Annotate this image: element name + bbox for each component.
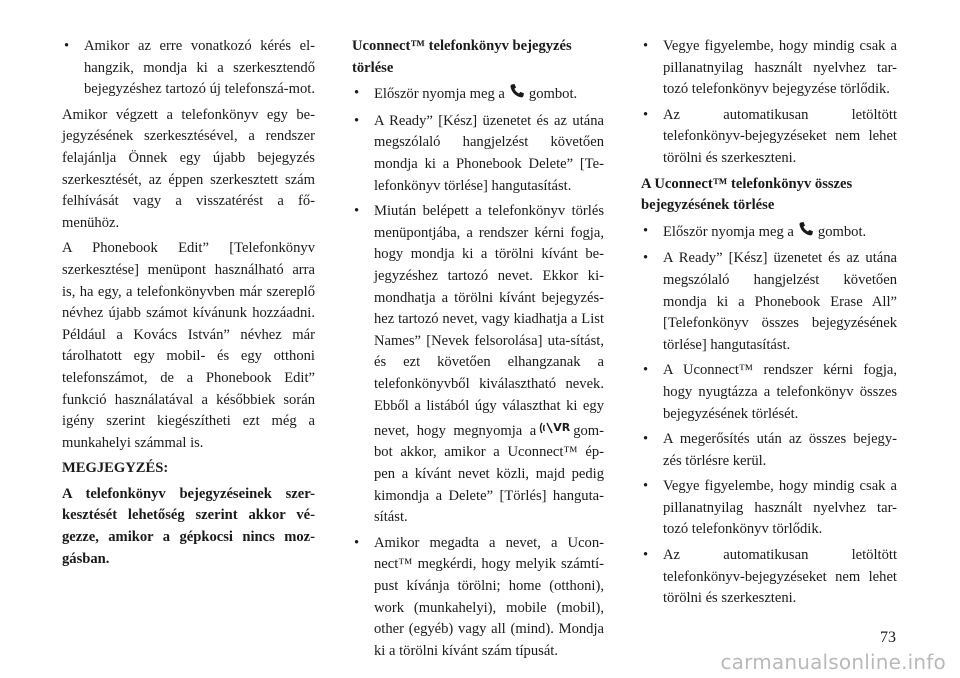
bullet-mark: •: [643, 250, 649, 267]
voice-icon-label: VR: [553, 421, 571, 435]
list-item-text: Amikor az erre vonatkozó kérés el-hangzik, mondja ki a szerkesztendő bejegyzéshez tartozó új telefonszá-mot.: [84, 38, 315, 98]
list-item-text: Vegye figyelembe, hogy mindig csak a pillanatnyilag használt nyelvhez tar-tozó telefonkönyv bejegyzése törlődik.: [663, 38, 897, 98]
list-item-text: Amikor megadta a nevet, a Ucon-nect™ megkérdi, hogy melyik számtí-pust kívánja törölni; home (otthoni), work (munkahelyi), mobile (mobil), other (egyéb) vagy all (mind). Mondja ki a törölni kívánt szám típusát.: [374, 534, 604, 659]
list-item: [352, 83, 604, 107]
bullet-mark: •: [354, 85, 360, 102]
list-item: [641, 476, 897, 541]
paragraph: A Phonebook Edit” [Telefonkönyv szerkesztése] menüpont használható arra is, ha egy, a telefonkönyvben már szereplő névhez újabb számot kívánunk hozzáadni. Például a Kovács István” névhez már tárolhatott egy mobil- és egy otthoni telefonszámot, de a Phonebook Edit” funkció használatával a későbbiek során igény szerint kiegészítheti ezt még a munkahelyi számmal is.: [62, 240, 315, 451]
list-item: [641, 36, 897, 101]
note-body: A telefonkönyv bejegyzéseinek szer-kesztését lehetőség szerint akkor vé-gezze, amikor a gépkocsi nincs moz-gásban.: [62, 485, 315, 567]
watermark: carmanualsonline.info: [720, 650, 946, 675]
list-item-text: Vegye figyelembe, hogy mindig csak a pillanatnyilag használt nyelvhez tar-tozó telefonkönyv törlődik.: [663, 478, 897, 538]
list-item: [641, 360, 897, 425]
list-item: [352, 111, 604, 197]
list-item: [641, 105, 897, 170]
list-item: [641, 429, 897, 472]
column-middle: [352, 36, 604, 666]
list-item-text: gombot.: [817, 223, 867, 240]
list-item-text: gombot.: [528, 86, 578, 103]
list-item-text: gom-bot akkor, amikor a Uconnect™ ép-pen a kívánt nevet közli, majd pedig kimondja a Delete” [Törlés] hanguta-sítást.: [374, 422, 604, 526]
bullet-list: [641, 221, 897, 610]
list-item: [641, 221, 897, 245]
phone-icon: [509, 83, 525, 107]
list-item: [352, 201, 604, 529]
bullet-mark: •: [643, 431, 649, 448]
bullet-mark: •: [643, 222, 649, 239]
page-number: 73: [880, 629, 896, 646]
list-item-text: A Ready” [Kész] üzenetet és az utána megszólaló hangjelzést követően mondja ki a Phonebook Erase All” [Telefonkönyv összes bejegyzésének törlése] hangutasítást.: [663, 250, 897, 353]
bullet-mark: •: [643, 38, 649, 54]
column-right: [641, 36, 897, 614]
list-item: [641, 248, 897, 356]
column-left: [62, 36, 315, 570]
voice-command-icon: [539, 417, 570, 439]
bullet-mark: •: [354, 203, 360, 220]
list-item-text: A Ready” [Kész] üzenetet és az utána megszólaló hangjelzést követően mondja ki a Phonebook Delete” [Te-lefonkönyv törlése] hangutasítást.: [374, 112, 604, 194]
list-item: [641, 545, 897, 610]
bullet-mark: •: [354, 112, 360, 129]
list-item-text: A megerősítés után az összes bejegy-zés törlésre kerül.: [663, 431, 897, 469]
list-item-text: Miután belépett a telefonkönyv törlés menüpontjába, a rendszer kérni fogja, hogy mondja ki a törölni kívánt be-jegyzéshez tartozó nevet. Ekkor ki-mondhatja a törölni kívánt bejegyzés-hez tartozó nevet, vagy kiadhatja a List Names” [Nevek felsorolása] uta-sítást, és ezt követően elhangzanak a telefonkönyvből kiválasztható nevek. Ebből a listából úgy választhat ki egy nevet, hogy megnyomja a: [374, 203, 604, 439]
list-item-text: Először nyomja meg a: [374, 86, 505, 103]
section-heading: A Uconnect™ telefonkönyv összes bejegyzésének törlése: [641, 175, 853, 214]
list-item-text: A Uconnect™ rendszer kérni fogja, hogy nyugtázza a telefonkönyv összes bejegyzésének törlését.: [663, 362, 897, 422]
list-item-text: Az automatikusan letöltött telefonkönyv-bejegyzéseket nem lehet törölni és szerkeszteni.: [663, 547, 897, 607]
list-item-text: Először nyomja meg a: [663, 223, 794, 240]
phone-icon: [798, 221, 814, 245]
section-heading: Uconnect™ telefonkönyv bejegyzés törlése: [352, 38, 572, 76]
list-item: [62, 36, 315, 101]
paragraph: Amikor végzett a telefonkönyv egy be-jegyzésének szerkesztésével, a rendszer felajánlja Önnek egy újabb bejegyzés szerkesztését, az éppen szerkesztett szám felhívását vagy a visszatérést a fő-menühöz.: [62, 106, 315, 231]
bullet-mark: •: [643, 106, 649, 123]
bullet-list: [352, 83, 604, 662]
bullet-mark: •: [643, 547, 649, 564]
note-heading: MEGJEGYZÉS:: [62, 460, 169, 477]
bullet-list: [641, 36, 897, 170]
list-item-text: Az automatikusan letöltött telefonkönyv-bejegyzéseket nem lehet törölni és szerkeszteni.: [663, 106, 897, 166]
bullet-list: [62, 36, 315, 101]
list-item: [352, 533, 604, 663]
bullet-mark: •: [354, 534, 360, 551]
bullet-mark: •: [64, 38, 70, 54]
bullet-mark: •: [643, 478, 649, 495]
bullet-mark: •: [643, 362, 649, 379]
